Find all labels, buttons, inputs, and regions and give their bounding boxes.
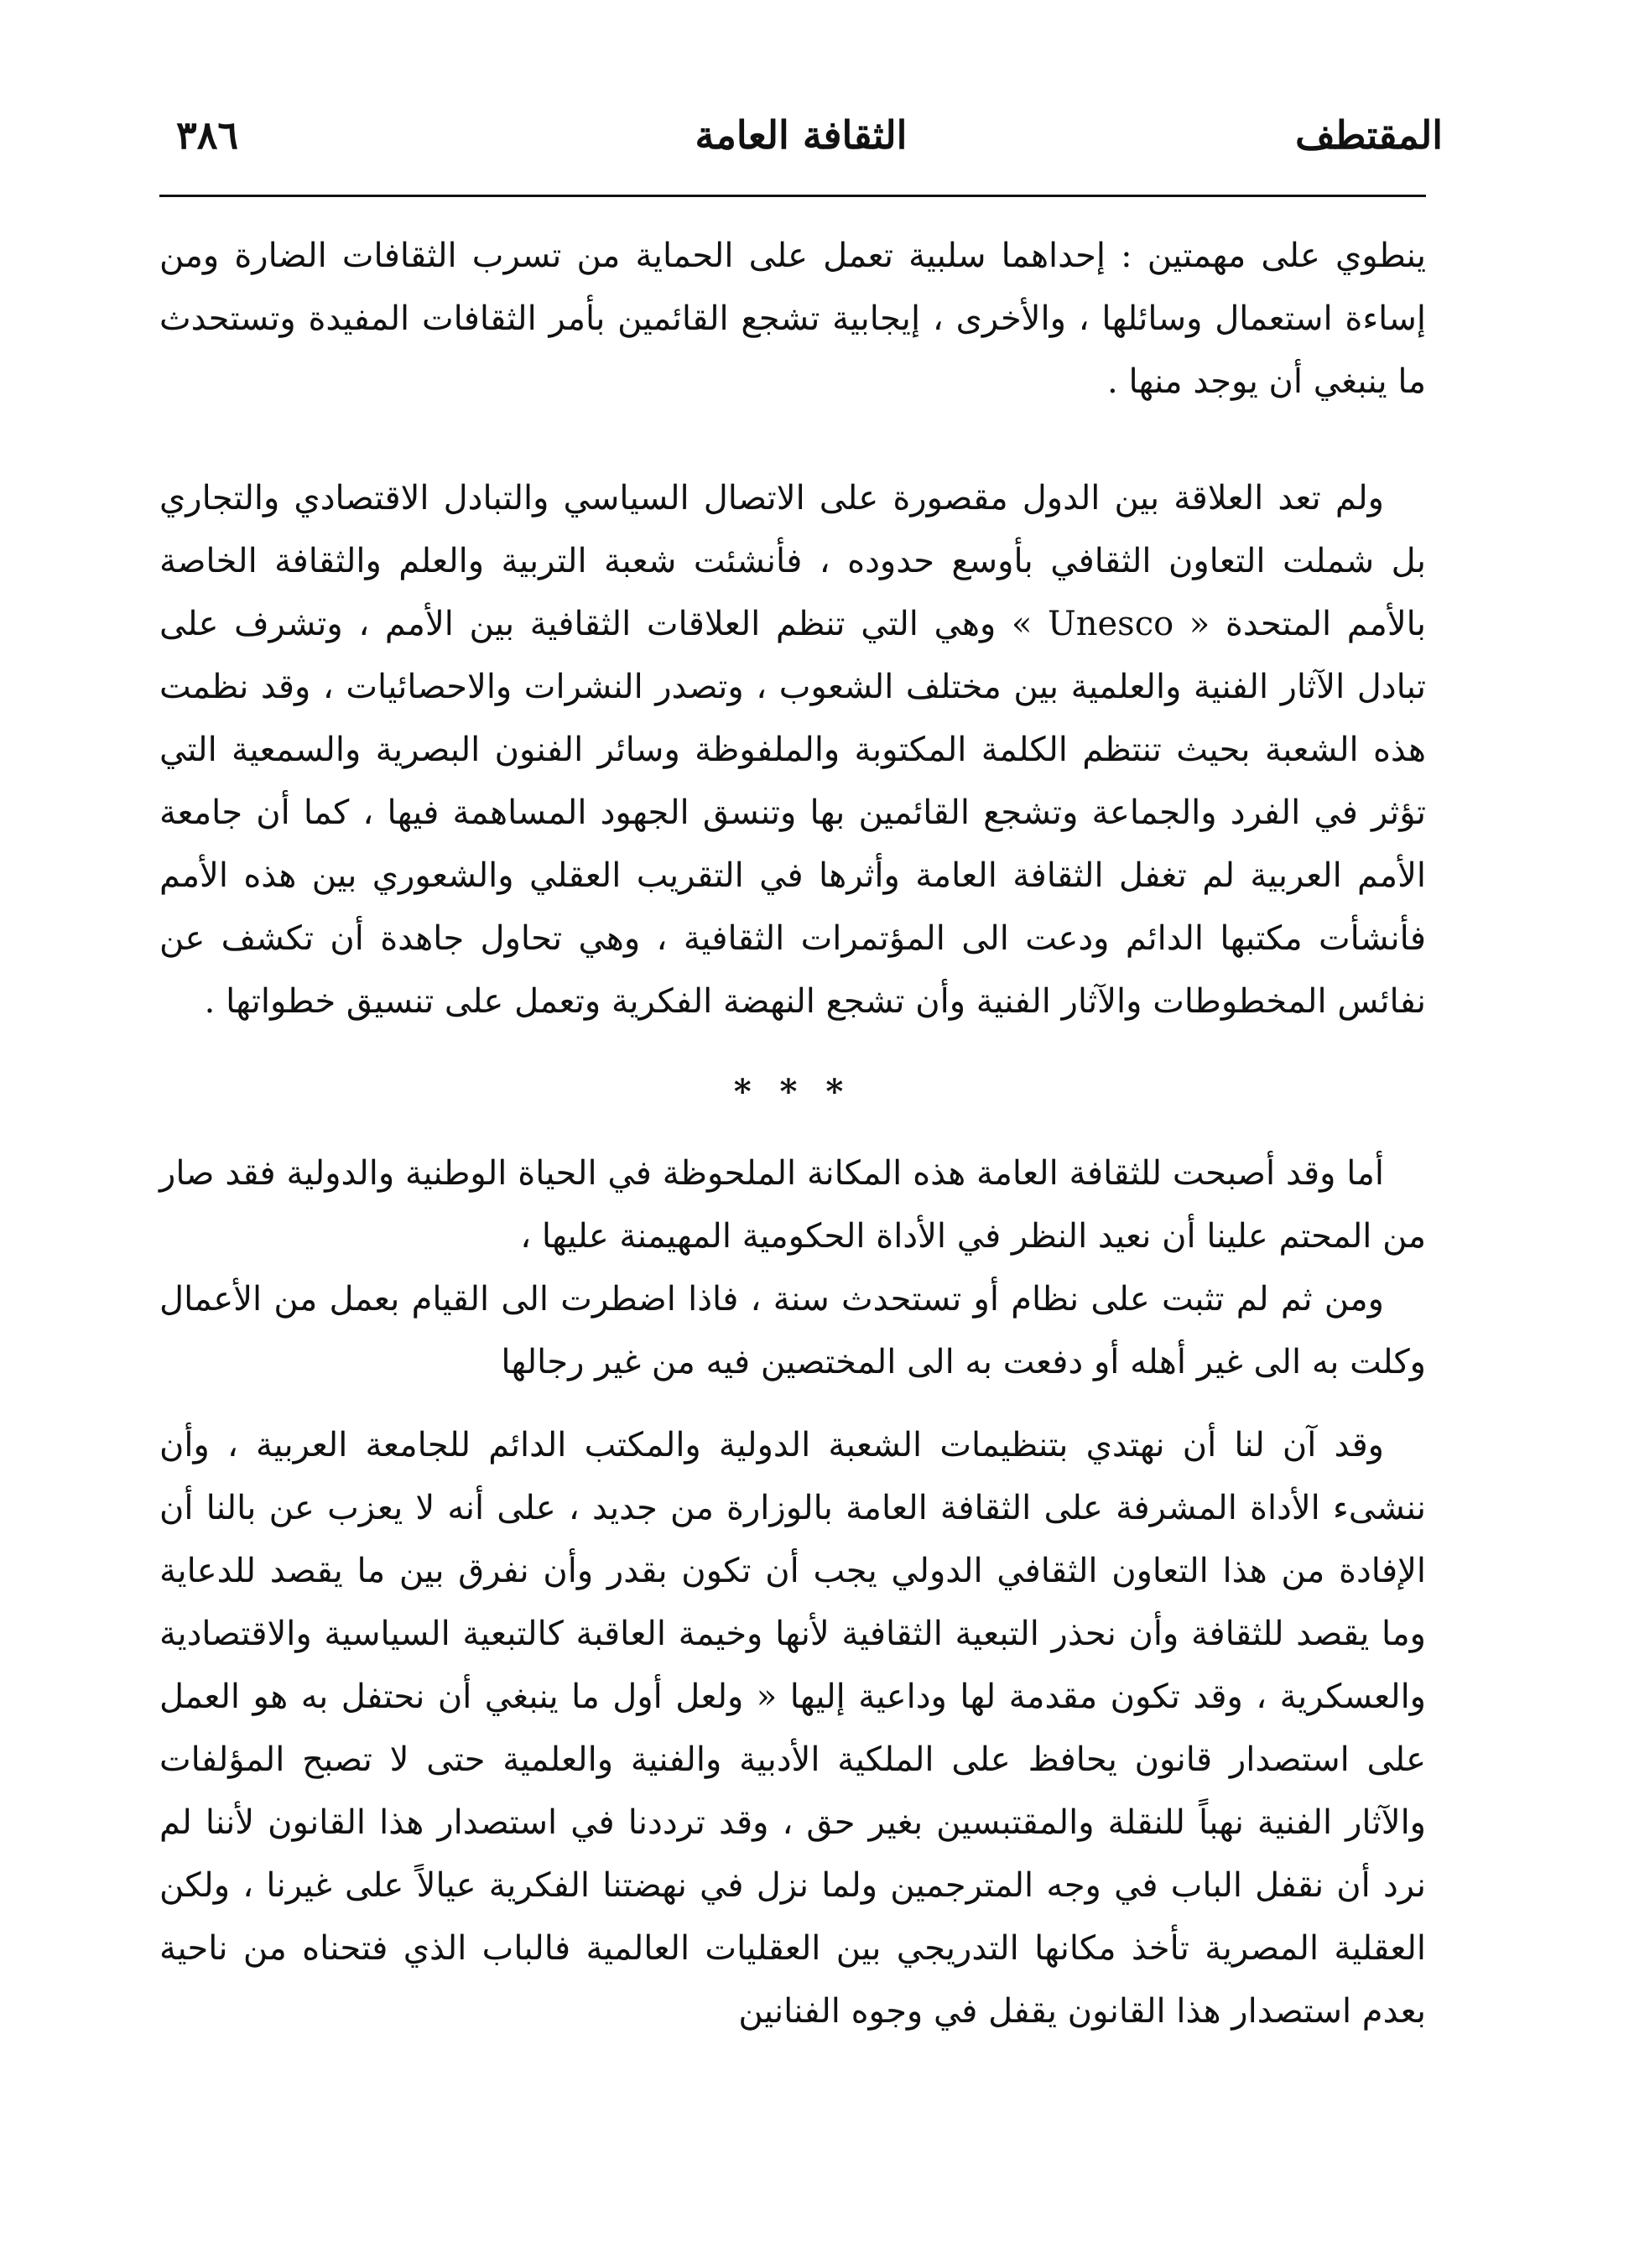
paragraph-2: ولم تعد العلاقة بين الدول مقصورة على الاتصال السياسي والتبادل الاقتصادي والتجاري بل شملت التعاون الثقافي بأوسع حدوده ، فأنشئت شعبة التربية والعلم والثقافة الخاصة بالأمم المتحدة « Unesco » وهي التي تنظم العلاقات الثقافية بين الأمم ، وتشرف على تبادل الآثار الفنية والعلمية بين مختلف الشعوب ، وتصدر النشرات والاحصائيات ، وقد نظمت هذه الشعبة بحيث تنتظم الكلمة المكتوبة والملفوظة وسائر الفنون البصرية والسمعية التي تؤثر في الفرد والجماعة وتشجع القائمين بها وتنسق الجهود المساهمة فيها ، كما أن جامعة الأمم العربية لم تغفل الثقافة العامة وأثرها في التقريب العقلي والشعوري بين هذه الأمم فأنشأت مكتبها الدائم ودعت الى المؤتمرات الثقافية ، وهي تحاول جاهدة أن تكشف عن نفائس المخطوطات والآثار الفنية وأن تشجع النهضة الفكرية وتعمل على تنسيق خطواتها . (159, 479, 1426, 1021)
article-body (159, 225, 1426, 2043)
paragraph-1: ينطوي على مهمتين : إحداهما سلبية تعمل على الحماية من تسرب الثقافات الضارة ومن إساءة استعمال وسائلها ، والأخرى ، إيجابية تشجع القائمين بأمر الثقافات المفيدة وتستحدث ما ينبغي أن يوجد منها . (159, 237, 1426, 401)
page-header (159, 101, 1443, 176)
paragraph-5: وقد آن لنا أن نهتدي بتنظيمات الشعبة الدولية والمكتب الدائم للجامعة العربية ، وأن ننشىء الأداة المشرفة على الثقافة العامة بالوزارة من جديد ، على أنه لا يعزب عن بالنا أن الإفادة من هذا التعاون الثقافي الدولي يجب أن تكون بقدر وأن نفرق بين ما يقصد للدعاية وما يقصد للثقافة وأن نحذر التبعية الثقافية لأنها وخيمة العاقبة كالتبعية السياسية والاقتصادية والعسكرية ، وقد تكون مقدمة لها وداعية إليها « ولعل أول ما ينبغي أن نحتفل به هو العمل على استصدار قانون يحافظ على الملكية الأدبية والفنية والعلمية حتى لا تصبح المؤلفات والآثار الفنية نهباً للنقلة والمقتبسين بغير حق ، وقد ترددنا في استصدار هذا القانون لأننا لم نرد أن نقفل الباب في وجه المترجمين ولما نزل في نهضتنا الفكرية عيالاً على غيرنا ، ولكن العقلية المصرية تأخذ مكانها التدريجي بين العقليات العالمية فالباب الذي فتحناه من ناحية بعدم استصدار هذا القانون يقفل في وجوه الفنانين (159, 1426, 1426, 2031)
paragraph-4: ومن ثم لم تثبت على نظام أو تستحدث سنة ، فاذا اضطرت الى القيام بعمل من الأعمال وكلت به الى غير أهله أو دفعت به الى المختصين فيه من غير رجالها (159, 1280, 1426, 1381)
page-number: ٣٨٦ (176, 112, 239, 158)
section-title: الثقافة العامة (695, 112, 908, 158)
section-separator: * * * (733, 1072, 852, 1111)
header-divider (159, 195, 1426, 197)
paragraph-3: أما وقد أصبحت للثقافة العامة هذه المكانة الملحوظة في الحياة الوطنية والدولية فقد صار من المحتم علينا أن نعيد النظر في الأداة الحكومية المهيمنة عليها ، (159, 1154, 1426, 1256)
journal-name: المقتطف (1295, 112, 1443, 158)
